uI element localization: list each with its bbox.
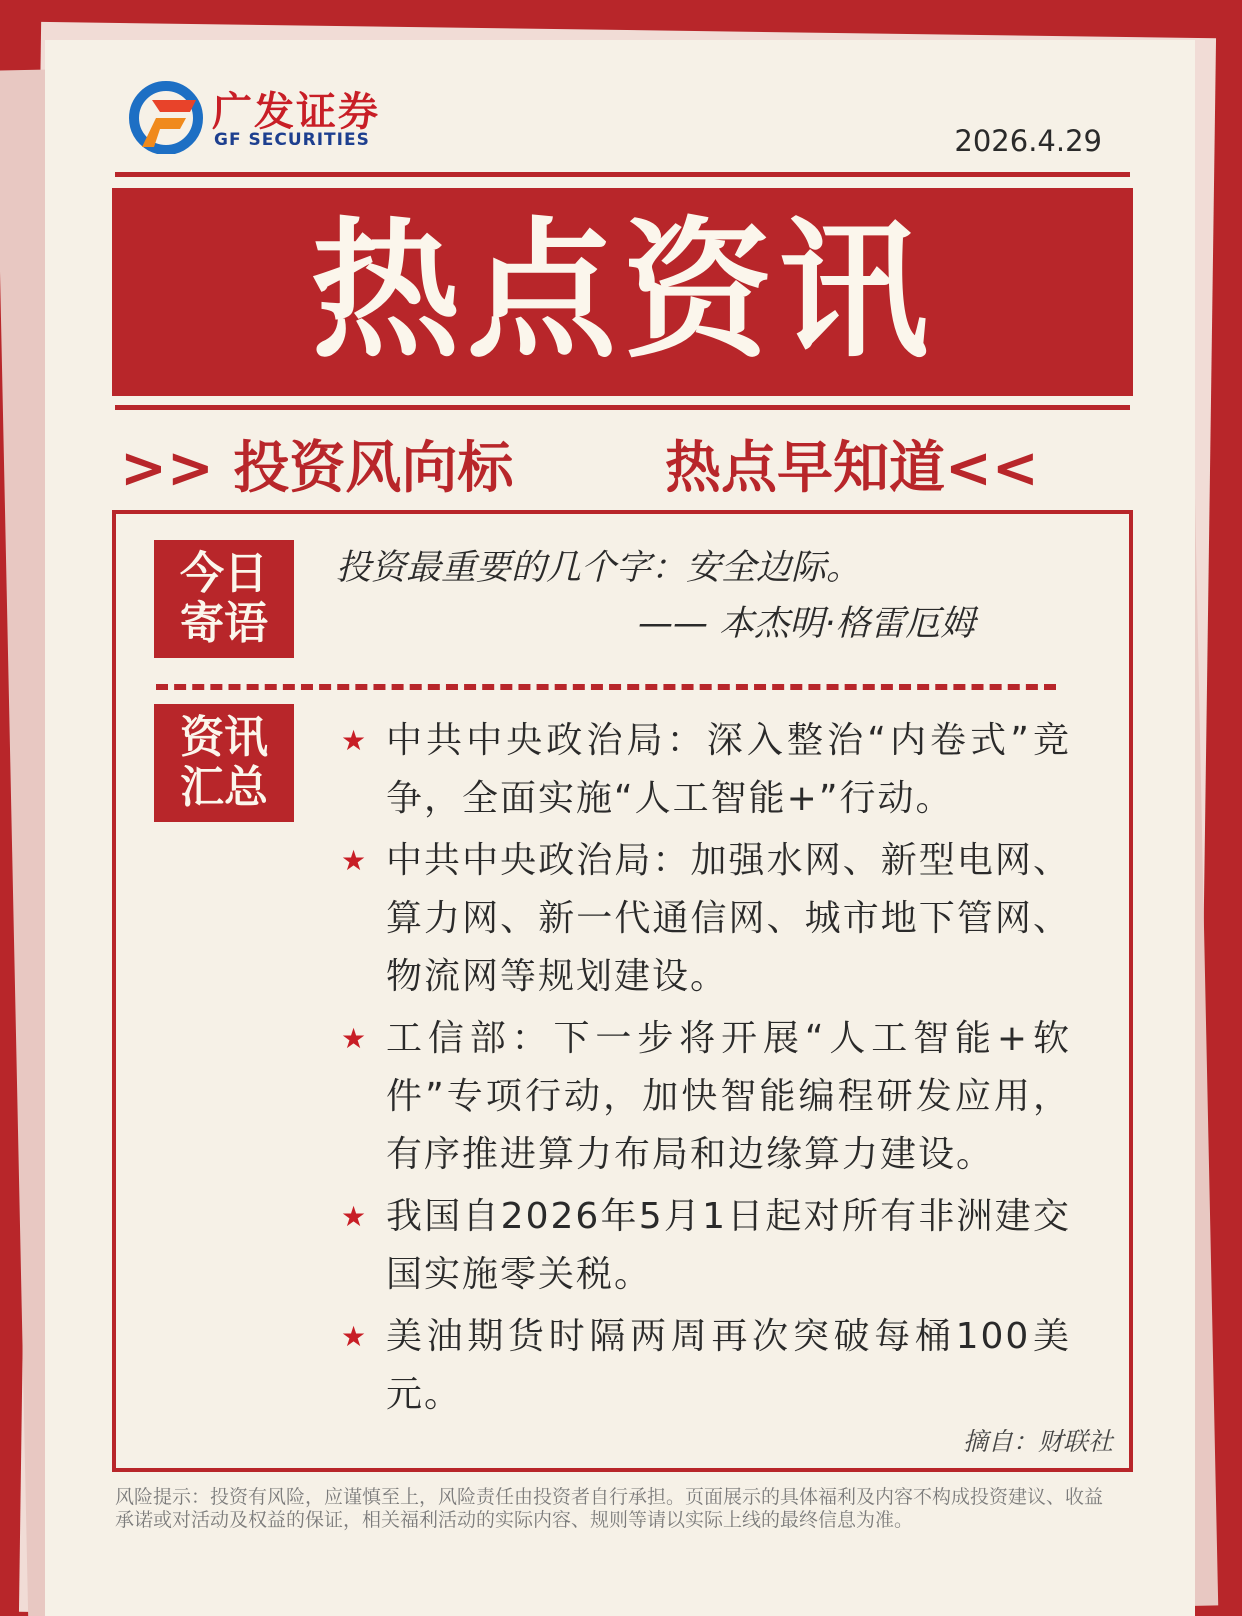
star-icon: ★ — [341, 1022, 367, 1055]
news-list — [341, 712, 1071, 1428]
quote-author: —— 本杰明·格雷厄姆 — [638, 604, 976, 644]
quote-label-line2: 寄语 — [180, 598, 268, 649]
news-item — [341, 832, 1071, 1006]
brand-logo — [128, 78, 408, 154]
news-item — [341, 712, 1071, 828]
tagline — [120, 424, 1130, 501]
brand-name-cn: 广发证券 — [212, 89, 380, 135]
news-label-line1: 资讯 — [180, 712, 268, 763]
title-banner — [112, 188, 1133, 396]
divider-bottom — [115, 405, 1130, 410]
news-item — [341, 1188, 1071, 1304]
news-item-text: 美油期货时隔两周再次突破每桶100美元。 — [386, 1316, 1071, 1415]
star-icon: ★ — [341, 844, 367, 877]
banner-title: 热点资讯 — [310, 205, 935, 379]
quote-label-line1: 今日 — [180, 548, 268, 599]
news-label — [154, 704, 294, 822]
daily-quote: 投资最重要的几个字：安全边际。 — [336, 548, 862, 588]
star-icon: ★ — [341, 1200, 367, 1233]
news-item-text: 工信部：下一步将开展“人工智能+软件”专项行动，加快智能编程研发应用，有序推进算力布局和边缘算力建设。 — [386, 1018, 1071, 1175]
dashed-divider — [156, 684, 1056, 690]
brand-name-en: GF SECURITIES — [214, 130, 370, 150]
tagline-right: 热点早知道<< — [665, 436, 1039, 501]
gf-logo-icon — [128, 78, 204, 154]
news-item — [341, 1308, 1071, 1424]
news-item-text: 我国自2026年5月1日起对所有非洲建交国实施零关税。 — [386, 1196, 1071, 1295]
news-item-text: 中共中央政治局：深入整治“内卷式”竞争，全面实施“人工智能+”行动。 — [386, 720, 1071, 819]
news-item-text: 中共中央政治局：加强水网、新型电网、算力网、新一代通信网、城市地下管网、物流网等规划建设。 — [386, 840, 1071, 997]
tagline-left: >> 投资风向标 — [120, 436, 514, 501]
risk-disclaimer: 风险提示：投资有风险，应谨慎至上，风险责任由投资者自行承担。页面展示的具体福利及内容不构成投资建议、收益承诺或对活动及权益的保证，相关福利活动的实际内容、规则等请以实际上线的最终信息为准。 — [115, 1486, 1104, 1531]
news-source: 摘自：财联社 — [962, 1427, 1113, 1456]
quote-label — [154, 540, 294, 658]
publish-date: 2026.4.29 — [954, 124, 1102, 158]
news-item — [341, 1010, 1071, 1184]
star-icon: ★ — [341, 1320, 367, 1353]
divider-top — [115, 172, 1130, 177]
news-label-line2: 汇总 — [180, 762, 268, 813]
content-box — [112, 510, 1133, 1472]
star-icon: ★ — [341, 724, 367, 757]
